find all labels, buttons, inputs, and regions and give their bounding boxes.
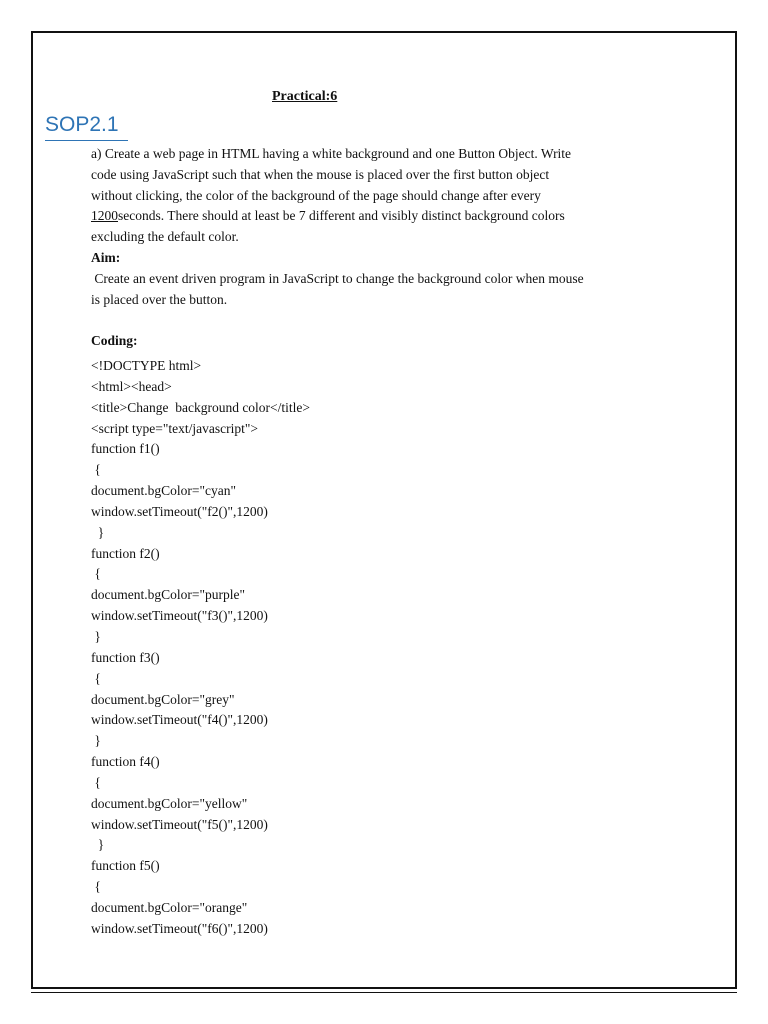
code-line: { [91,566,101,582]
question-line-1: a) Create a web page in HTML having a white background and one Button Object. Write [91,146,572,161]
code-line: } [91,524,105,540]
question-line-3: without clicking, the color of the background of the page should change after every [91,187,541,203]
interval-number: 1200 [91,208,118,224]
code-line: } [91,628,101,644]
code-line: } [91,733,101,749]
code-line: function f4() [91,754,160,770]
code-line: { [91,670,101,686]
code-line: } [91,837,105,853]
question-line-4-rest: seconds. There should at least be 7 different and visibly distinct background colors [118,208,565,224]
code-line: window.setTimeout("f6()",1200) [91,920,268,936]
code-line: function f3() [91,649,160,665]
code-line: window.setTimeout("f3()",1200) [91,608,268,624]
code-line: function f2() [91,545,160,561]
code-listing [91,356,310,940]
practical-title: Practical:6 [272,89,338,104]
question-line-5: excluding the default color. [91,229,239,245]
page-border-bottom-rule [31,992,737,993]
code-line: <title>Change background color</title> [91,399,311,415]
code-line: <!DOCTYPE html> [91,358,202,373]
aim-label: Aim: [91,249,121,265]
code-line: <script type="text/javascript"> [91,420,258,436]
code-line: { [91,462,101,478]
heading-underline [45,140,128,141]
code-line: document.bgColor="yellow" [91,795,248,811]
coding-label: Coding: [91,333,138,349]
code-line: document.bgColor="cyan" [91,483,236,499]
question-text [91,144,691,352]
code-line: document.bgColor="orange" [91,899,248,915]
aim-line-2: is placed over the button. [91,291,228,307]
aim-line-1: Create an event driven program in JavaScript to change the background color when mouse [91,270,584,286]
code-line: <html><head> [91,378,172,394]
section-heading: SOP2.1 [45,113,119,136]
code-line: window.setTimeout("f2()",1200) [91,503,268,519]
code-line: function f5() [91,858,160,874]
blank-line [91,310,691,331]
code-line: document.bgColor="grey" [91,691,235,707]
code-line: function f1() [91,441,160,457]
question-line-2: code using JavaScript such that when the mouse is placed over the first button object [91,166,550,182]
code-line: window.setTimeout("f4()",1200) [91,712,268,728]
code-line: document.bgColor="purple" [91,587,245,603]
code-line: { [91,879,101,895]
code-line: { [91,774,101,790]
code-line: window.setTimeout("f5()",1200) [91,816,268,832]
question-line-4 [91,206,691,227]
